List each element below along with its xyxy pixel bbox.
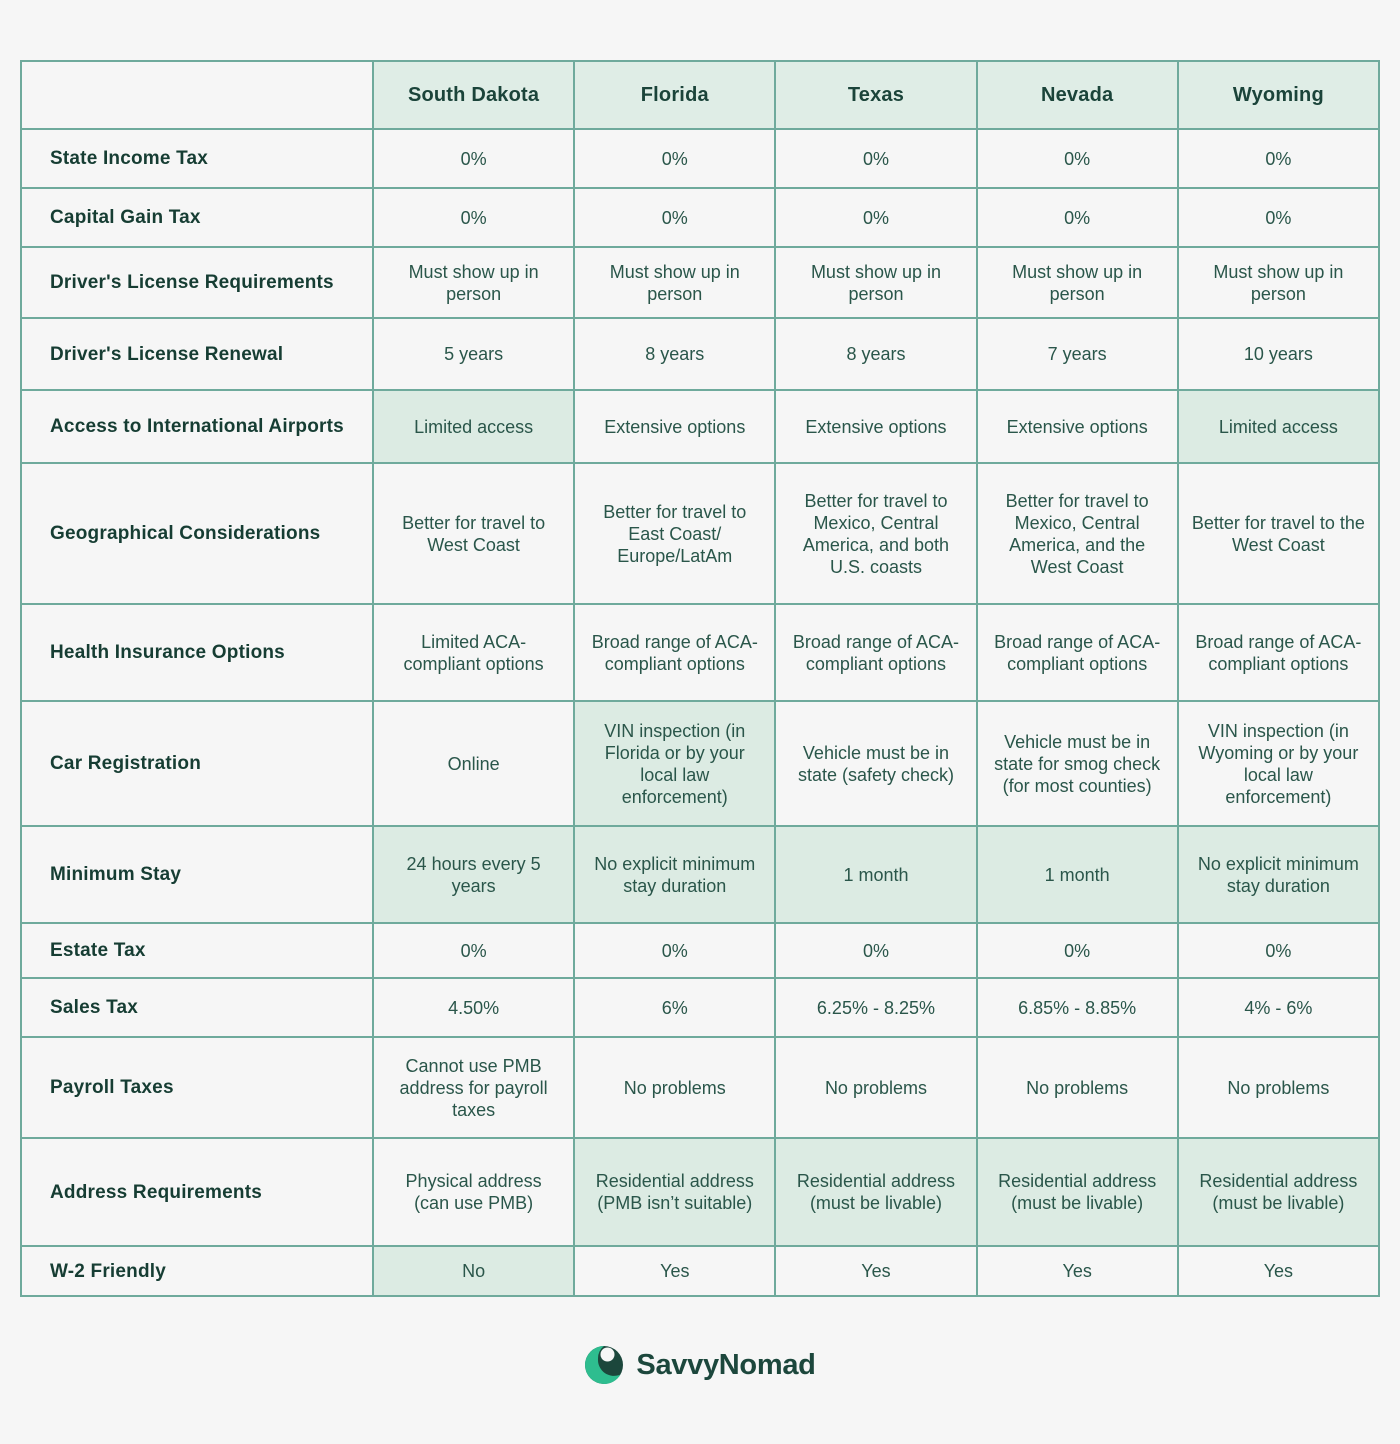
row-label: Address Requirements — [21, 1138, 373, 1246]
table-cell: Residential address (must be livable) — [775, 1138, 976, 1246]
footer-brand — [0, 1330, 1400, 1400]
table-cell: Must show up in person — [1178, 247, 1379, 318]
brand-name: SavvyNomad — [636, 1348, 816, 1381]
table-cell: 0% — [977, 129, 1178, 188]
row-label: Car Registration — [21, 701, 373, 826]
table-cell: 8 years — [775, 318, 976, 390]
table-cell: 0% — [977, 923, 1178, 978]
table-row — [21, 701, 1379, 826]
table-cell: No problems — [775, 1037, 976, 1138]
table-row — [21, 978, 1379, 1037]
table-row — [21, 390, 1379, 463]
row-label: W-2 Friendly — [21, 1246, 373, 1296]
table-cell: Yes — [977, 1246, 1178, 1296]
table-cell: Extensive options — [775, 390, 976, 463]
table-cell: 10 years — [1178, 318, 1379, 390]
row-label: Capital Gain Tax — [21, 188, 373, 247]
table-cell: Residential address (must be livable) — [977, 1138, 1178, 1246]
table-row — [21, 826, 1379, 923]
table-cell: No problems — [1178, 1037, 1379, 1138]
table-cell: Must show up in person — [775, 247, 976, 318]
table-cell: 4% - 6% — [1178, 978, 1379, 1037]
table-cell: 0% — [1178, 129, 1379, 188]
row-label: Estate Tax — [21, 923, 373, 978]
corner-cell — [21, 61, 373, 129]
table-cell: Better for travel to West Coast — [373, 463, 574, 604]
table-cell: 0% — [775, 129, 976, 188]
table-cell: 8 years — [574, 318, 775, 390]
table-cell: 5 years — [373, 318, 574, 390]
table-cell: Residential address (must be livable) — [1178, 1138, 1379, 1246]
table-row — [21, 604, 1379, 701]
table-row — [21, 129, 1379, 188]
table-cell: Limited access — [373, 390, 574, 463]
table-cell: 6.25% - 8.25% — [775, 978, 976, 1037]
table-row — [21, 1037, 1379, 1138]
table-cell: Must show up in person — [373, 247, 574, 318]
table-cell: 0% — [373, 129, 574, 188]
column-header-south-dakota: South Dakota — [373, 61, 574, 129]
comparison-table-container — [20, 60, 1380, 1297]
table-cell: VIN inspection (in Florida or by your local law enforcement) — [574, 701, 775, 826]
header-row — [21, 61, 1379, 129]
row-label: Geographical Considerations — [21, 463, 373, 604]
table-cell: 7 years — [977, 318, 1178, 390]
table-cell: No problems — [574, 1037, 775, 1138]
table-cell: Physical address (can use PMB) — [373, 1138, 574, 1246]
row-label: State Income Tax — [21, 129, 373, 188]
table-cell: 24 hours every 5 years — [373, 826, 574, 923]
table-cell: No explicit minimum stay duration — [574, 826, 775, 923]
table-cell: 1 month — [775, 826, 976, 923]
table-cell: 1 month — [977, 826, 1178, 923]
table-cell: Better for travel to East Coast/ Europe/LatAm — [574, 463, 775, 604]
state-comparison-table — [20, 60, 1380, 1297]
table-cell: Must show up in person — [977, 247, 1178, 318]
table-cell: 0% — [1178, 188, 1379, 247]
table-cell: 0% — [775, 923, 976, 978]
column-header-texas: Texas — [775, 61, 976, 129]
row-label: Sales Tax — [21, 978, 373, 1037]
table-cell: VIN inspection (in Wyoming or by your local law enforcement) — [1178, 701, 1379, 826]
table-cell: Broad range of ACA-compliant options — [574, 604, 775, 701]
table-row — [21, 188, 1379, 247]
table-cell: No problems — [977, 1037, 1178, 1138]
table-cell: Limited access — [1178, 390, 1379, 463]
table-cell: Residential address (PMB isn’t suitable) — [574, 1138, 775, 1246]
table-cell: Yes — [775, 1246, 976, 1296]
row-label: Driver's License Requirements — [21, 247, 373, 318]
table-cell: 0% — [574, 129, 775, 188]
table-cell: Broad range of ACA-compliant options — [977, 604, 1178, 701]
table-cell: 0% — [574, 188, 775, 247]
table-cell: Yes — [1178, 1246, 1379, 1296]
table-cell: 0% — [574, 923, 775, 978]
table-cell: 0% — [775, 188, 976, 247]
table-cell: Extensive options — [574, 390, 775, 463]
table-cell: Vehicle must be in state for smog check (for most counties) — [977, 701, 1178, 826]
table-cell: Vehicle must be in state (safety check) — [775, 701, 976, 826]
table-cell: Online — [373, 701, 574, 826]
table-cell: 0% — [373, 923, 574, 978]
table-cell: Must show up in person — [574, 247, 775, 318]
table-cell: Cannot use PMB address for payroll taxes — [373, 1037, 574, 1138]
table-cell: 6% — [574, 978, 775, 1037]
table-cell: Better for travel to Mexico, Central America, and both U.S. coasts — [775, 463, 976, 604]
table-cell: Limited ACA-compliant options — [373, 604, 574, 701]
column-header-wyoming: Wyoming — [1178, 61, 1379, 129]
row-label: Driver's License Renewal — [21, 318, 373, 390]
savvynomad-logo-icon — [584, 1345, 624, 1385]
table-cell: 0% — [1178, 923, 1379, 978]
table-cell: No explicit minimum stay duration — [1178, 826, 1379, 923]
table-body — [21, 129, 1379, 1296]
table-cell: 0% — [977, 188, 1178, 247]
row-label: Payroll Taxes — [21, 1037, 373, 1138]
table-cell: Broad range of ACA-compliant options — [1178, 604, 1379, 701]
column-header-nevada: Nevada — [977, 61, 1178, 129]
table-cell: 4.50% — [373, 978, 574, 1037]
column-header-florida: Florida — [574, 61, 775, 129]
table-row — [21, 247, 1379, 318]
row-label: Health Insurance Options — [21, 604, 373, 701]
table-row — [21, 318, 1379, 390]
row-label: Access to International Airports — [21, 390, 373, 463]
table-row — [21, 923, 1379, 978]
table-cell: 6.85% - 8.85% — [977, 978, 1178, 1037]
table-cell: 0% — [373, 188, 574, 247]
table-row — [21, 1246, 1379, 1296]
table-cell: Better for travel to the West Coast — [1178, 463, 1379, 604]
table-cell: Broad range of ACA-compliant options — [775, 604, 976, 701]
table-cell: Yes — [574, 1246, 775, 1296]
row-label: Minimum Stay — [21, 826, 373, 923]
table-row — [21, 1138, 1379, 1246]
table-cell: No — [373, 1246, 574, 1296]
table-row — [21, 463, 1379, 604]
table-cell: Better for travel to Mexico, Central America, and the West Coast — [977, 463, 1178, 604]
table-cell: Extensive options — [977, 390, 1178, 463]
